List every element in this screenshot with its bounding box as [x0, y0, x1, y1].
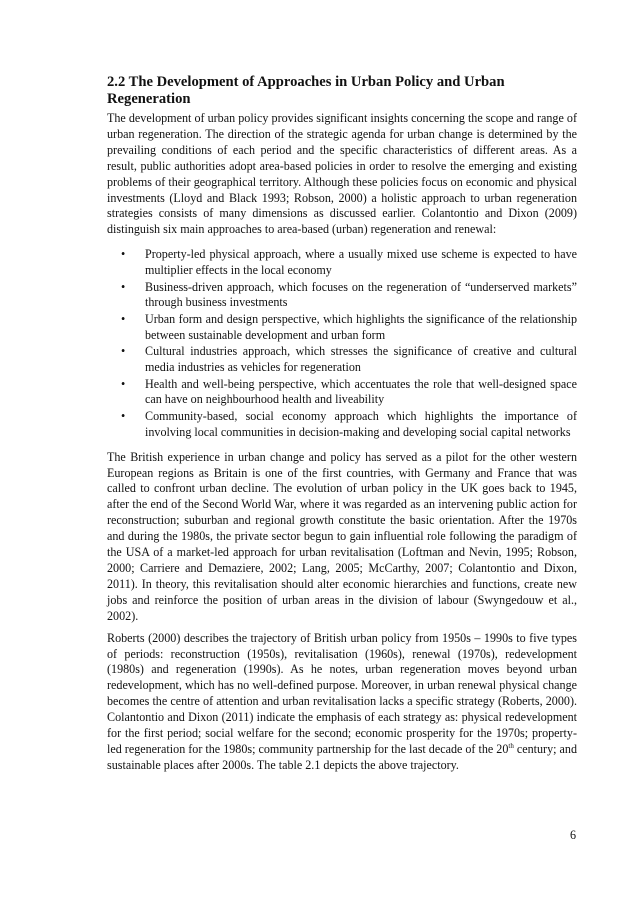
list-item-text: Urban form and design perspective, which highlights the significance of the relationship between sustainable development and urban form [145, 311, 577, 342]
british-experience-paragraph: The British experience in urban change and policy has served as a pilot for the other western European regions as Britain is one of the first countries, with Germany and France that was called to confront urban decline. The evolution of urban policy in the UK goes back to 1945, after the end of the Second World War, where it was regarded as an intervening public action for reconstruction; suburban and regional growth constitute the basic orientation. After the 1970s and during the 1980s, the private sector begun to gain influential role following the paradigm of the USA of a market-led approach for urban revitalisation (Loftman and Nevin, 1995; Robson, 2000; Carriere and Demaziere, 2002; Lang, 2005; McCarthy, 2007; Colantontio and Dixon, 2011). In theory, this revitalisation should alter economic hierarchies and functions, create new jobs and reinforce the position of urban areas in the division of labour (Swyngedouw et al., 2002). [107, 449, 577, 623]
approaches-list [107, 247, 577, 440]
list-item-text: Business-driven approach, which focuses on the regeneration of “underserved markets” through business investments [145, 279, 577, 310]
list-item [121, 311, 577, 344]
page-content [107, 74, 577, 774]
ordinal-superscript: th [508, 741, 514, 750]
list-item-text: Community-based, social economy approach which highlights the importance of involving local communities in decision-making and developing social capital networks [145, 408, 577, 439]
list-item [121, 279, 577, 312]
list-item [121, 247, 577, 279]
bullet-icon: • [121, 408, 126, 423]
bullet-icon: • [121, 311, 126, 326]
trajectory-text-end: century; and sustainable places after 2000s. The table 2.1 depicts the above trajectory. [107, 741, 577, 772]
bullet-icon: • [121, 344, 126, 359]
bullet-icon: • [121, 247, 126, 262]
list-item-text: Property-led physical approach, where a usually mixed use scheme is expected to have multiplier effects in the local economy [145, 247, 577, 278]
bullet-icon: • [121, 279, 126, 294]
page-number: 6 [569, 828, 576, 842]
list-item [121, 376, 577, 409]
list-item [121, 344, 577, 376]
bullet-icon: • [121, 376, 126, 391]
intro-paragraph: The development of urban policy provides significant insights concerning the scope and range of urban regeneration. The direction of the strategic agenda for urban change is determined by the prevailing conditions of each period and the specific characteristics of different areas. As a result, public authorities adopt area-based policies in order to resolve the emerging and existing problems of their geographical territory. Although these policies focus on economic and physical investments (Lloyd and Black 1993; Robson, 2000) a holistic approach to urban regeneration strategies consists of many dimensions as discussed earlier. Colantontio and Dixon (2009) distinguish six main approaches to area-based (urban) regeneration and renewal: [107, 111, 577, 237]
section-heading: 2.2 The Development of Approaches in Urban Policy and Urban Regeneration [107, 74, 505, 107]
list-item-text: Health and well-being perspective, which accentuates the role that well-designed space can have on neighbourhood health and liveability [145, 376, 577, 407]
list-item [121, 408, 577, 441]
trajectory-text-start: Roberts (2000) describes the trajectory of British urban policy from 1950s – 1990s to five types of periods: reconstruction (1950s), revitalisation (1960s), renewal (1970s), redevelopment (1980s) and regeneration (1990s). As he notes, urban regeneration moves beyond urban redevelopment, which has no well-defined purpose. Moreover, in urban renewal physical change becomes the centre of attention and urban revitalisation lacks a specific strategy (Roberts, 2000). Colantontio and Dixon (2011) indicate the emphasis of each strategy as: physical redevelopment for the first period; social welfare for the second; economic prosperity for the 1970s; property-led regeneration for the 1980s; community partnership for the last decade of the 20 [107, 630, 577, 756]
trajectory-paragraph [107, 631, 577, 774]
list-item-text: Cultural industries approach, which stresses the significance of creative and cultural media industries as vehicles for regeneration [145, 344, 577, 375]
